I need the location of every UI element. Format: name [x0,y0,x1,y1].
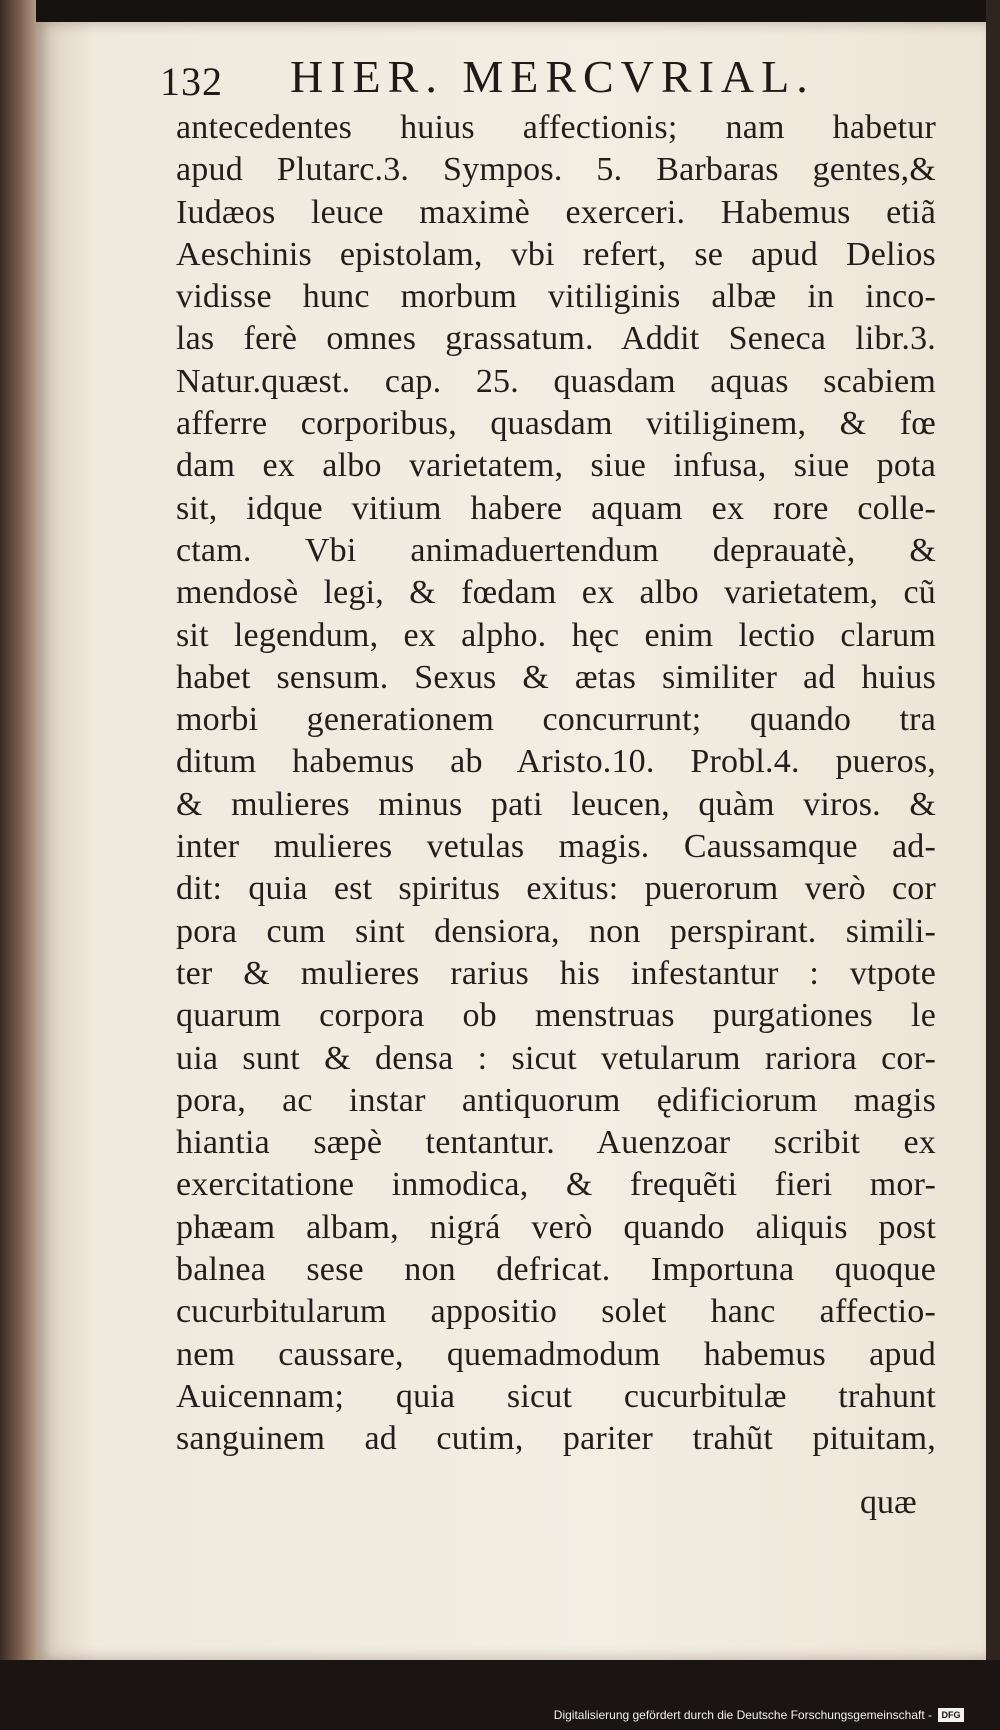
text-line: phæam albam, nigrá verò quando aliquis post [176,1208,936,1246]
text-line: cucurbitularum appositio solet hanc affectio- [176,1293,936,1331]
text-line: hiantia sæpè tentantur. Auenzoar scribit ex [176,1124,936,1162]
body-text [176,107,936,1461]
text-line: habet sensum. Sexus & ætas similiter ad huius [176,658,936,696]
text-line: sit, idque vitium habere aquam ex rore colle- [176,489,936,527]
text-line: balnea sese non defricat. Importuna quoque [176,1251,936,1289]
book-gutter-edge [0,0,36,1730]
catchword: quæ [860,1484,917,1521]
text-line: Aeschinis epistolam, vbi refert, se apud Delios [176,235,936,273]
text-line: Auicennam; quia sicut cucurbitulæ trahunt [176,1377,936,1415]
text-line: sanguinem ad cutim, pariter trahũt pituitam, [176,1420,936,1458]
text-line: ter & mulieres rarius his infestantur : vtpote [176,954,936,992]
text-line: ditum habemus ab Aristo.10. Probl.4. pueros, [176,743,936,781]
text-line: afferre corporibus, quasdam vitiliginem, & fœ [176,405,936,443]
text-line: exercitatione inmodica, & frequẽti fieri mor- [176,1166,936,1204]
text-line: uia sunt & densa : sicut vetularum rariora cor- [176,1039,936,1077]
text-line: pora cum sint densiora, non perspirant. simili- [176,912,936,950]
page-number: 132 [160,59,223,104]
dfg-logo: DFG [938,1708,964,1722]
page-header [160,50,860,110]
text-line: las ferè omnes grassatum. Addit Seneca libr.3. [176,320,936,358]
text-line: mendosè legi, & fœdam ex albo varietatem, cũ [176,574,936,612]
text-line: sit legendum, ex alpho. hęc enim lectio clarum [176,616,936,654]
text-line: apud Plutarc.3. Sympos. 5. Barbaras gentes,& [176,151,936,189]
text-line: nem caussare, quemadmodum habemus apud [176,1335,936,1373]
running-head: HIER. MERCVRIAL. [290,51,815,102]
text-line: inter mulieres vetulas magis. Caussamque ad- [176,828,936,866]
text-line: vidisse hunc morbum vitiliginis albæ in inco- [176,278,936,316]
text-line: dam ex albo varietatem, siue infusa, siue pota [176,447,936,485]
text-line: & mulieres minus pati leucen, quàm viros. & [176,785,936,823]
text-line: quarum corpora ob menstruas purgationes le [176,997,936,1035]
digitization-credit [554,1708,964,1722]
text-line: Natur.quæst. cap. 25. quasdam aquas scabiem [176,362,936,400]
text-line: pora, ac instar antiquorum ędificiorum magis [176,1081,936,1119]
text-line: dit: quia est spiritus exitus: puerorum verò cor [176,870,936,908]
digitization-credit-text: Digitalisierung gefördert durch die Deutsche Forschungsgemeinschaft - [553,1708,932,1722]
scan-top-border [0,0,1000,22]
text-line: ctam. Vbi animaduertendum deprauatè, & [176,531,936,569]
text-line: Iudæos leuce maximè exerceri. Habemus etiã [176,193,936,231]
scan-right-border [986,0,1000,1730]
text-line: antecedentes huius affectionis; nam habetur [176,109,936,146]
text-line: morbi generationem concurrunt; quando tra [176,701,936,739]
